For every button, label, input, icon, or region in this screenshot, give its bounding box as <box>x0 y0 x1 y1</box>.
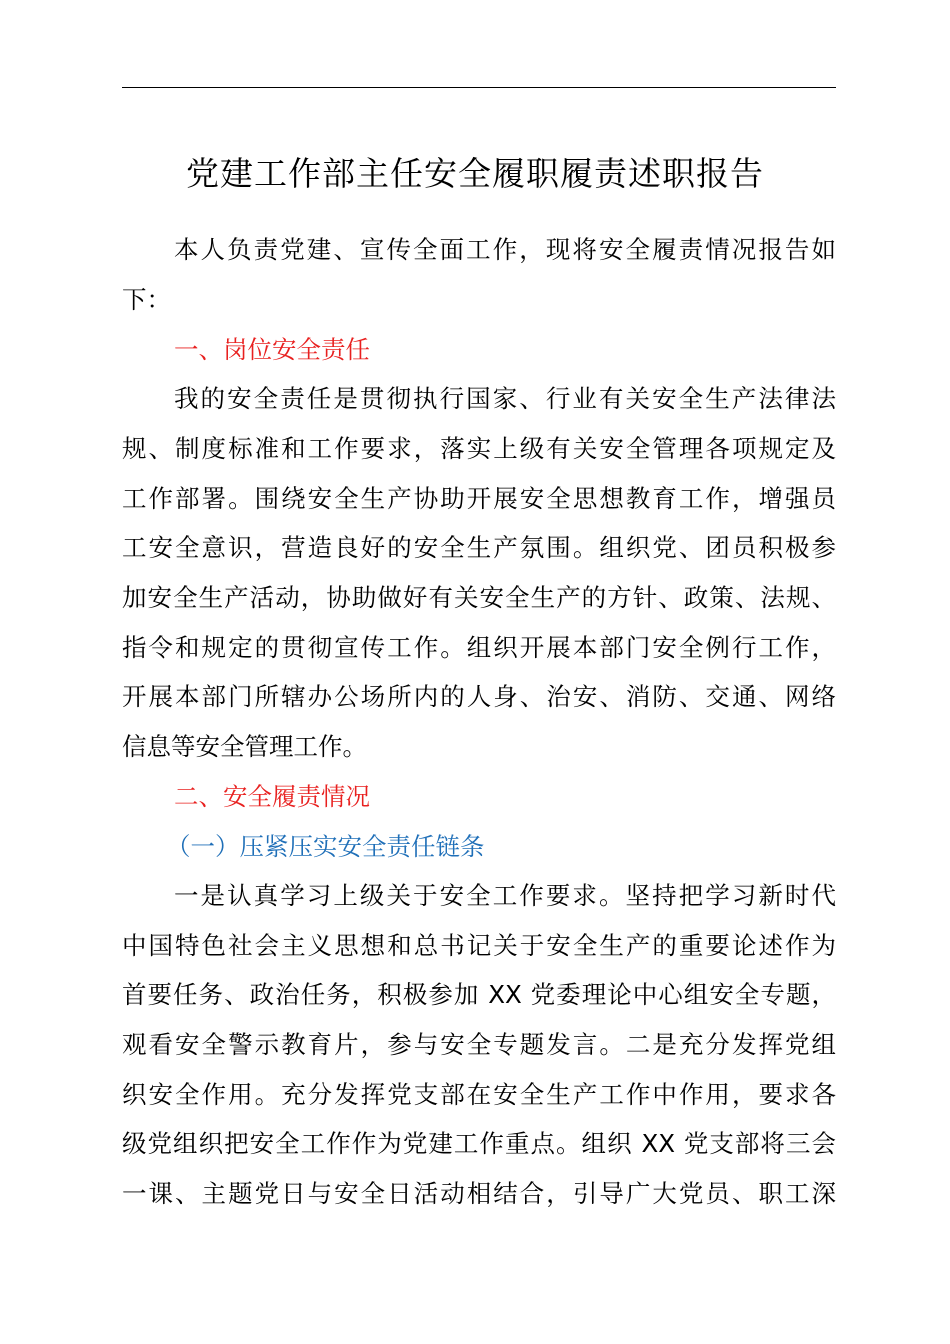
paragraph-line: 加安全生产活动，协助做好有关安全生产的方针、政策、法规、 <box>122 583 836 612</box>
section-heading: 二、安全履责情况 <box>174 782 370 811</box>
paragraph-line: 一课、主题党日与安全日活动相结合，引导广大党员、职工深 <box>122 1179 836 1208</box>
paragraph-line: 工作部署。围绕安全生产协助开展安全思想教育工作，增强员 <box>122 484 836 513</box>
paragraph-line: 指令和规定的贯彻宣传工作。组织开展本部门安全例行工作， <box>122 633 836 662</box>
paragraph-line: 工安全意识，营造良好的安全生产氛围。组织党、团员积极参 <box>122 533 836 562</box>
paragraph-line: 信息等安全管理工作。 <box>122 732 367 761</box>
paragraph-line: 一是认真学习上级关于安全工作要求。坚持把学习新时代 <box>174 881 836 910</box>
document-title: 党建工作部主任安全履职履责述职报告 <box>186 154 764 193</box>
subsection-heading: （一）压紧压实安全责任链条 <box>166 832 485 861</box>
paragraph-line: 规、制度标准和工作要求，落实上级有关安全管理各项规定及 <box>122 434 836 463</box>
paragraph-line: 下： <box>122 285 171 314</box>
paragraph-line: 我的安全责任是贯彻执行国家、行业有关安全生产法律法 <box>174 384 836 413</box>
paragraph-line: 中国特色社会主义思想和总书记关于安全生产的重要论述作为 <box>122 931 836 960</box>
paragraph-line: 观看安全警示教育片，参与安全专题发言。二是充分发挥党组 <box>122 1030 836 1059</box>
paragraph-line: 首要任务、政治任务，积极参加 XX 党委理论中心组安全专题， <box>122 980 836 1009</box>
header-rule <box>122 87 836 88</box>
paragraph-line: 级党组织把安全工作作为党建工作重点。组织 XX 党支部将三会 <box>122 1129 836 1158</box>
paragraph-line: 开展本部门所辖办公场所内的人身、治安、消防、交通、网络 <box>122 682 836 711</box>
paragraph-line: 织安全作用。充分发挥党支部在安全生产工作中作用，要求各 <box>122 1080 836 1109</box>
paragraph-line: 本人负责党建、宣传全面工作，现将安全履责情况报告如 <box>174 235 836 264</box>
section-heading: 一、岗位安全责任 <box>174 335 370 364</box>
